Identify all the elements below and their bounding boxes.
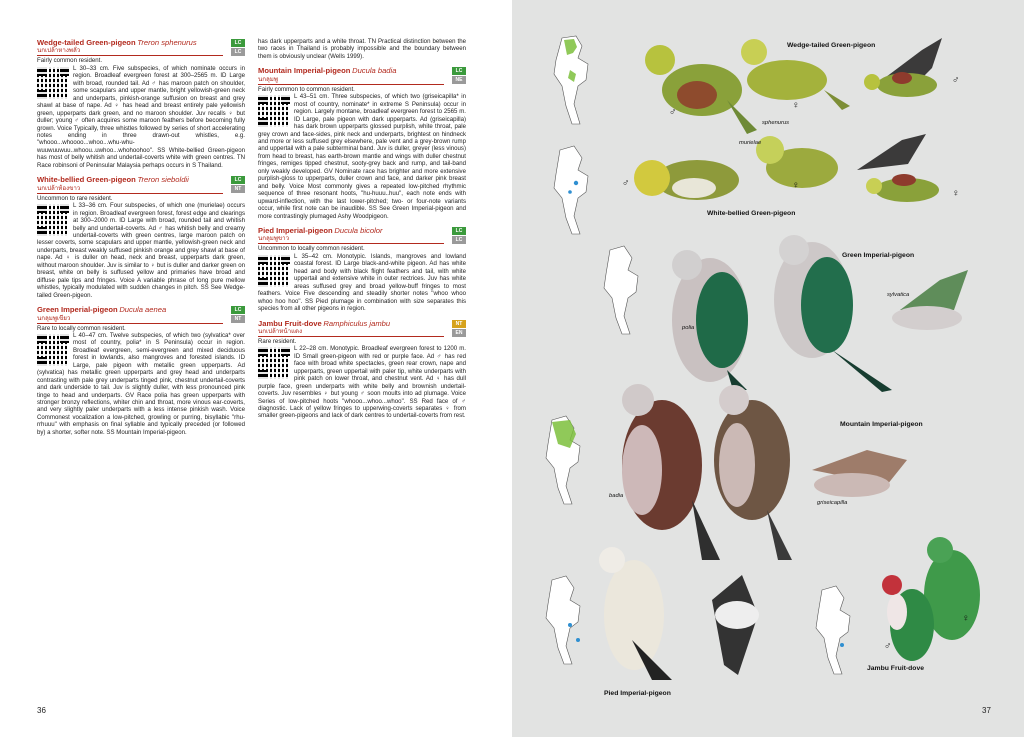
wedge-tailed-green-pigeon-illustration — [645, 38, 942, 134]
status-badge: LC — [231, 48, 245, 56]
status-badge: LC — [452, 67, 466, 75]
entry-text: L 35–42 cm. Monotypic. Islands, mangroves and lowland coastal forest. ID Large black-and-white pigeon. Ad has white head and body with black flight feathers and tail, with white uppertail and extensive white in outer rectrices. Juv has white areas suffused grey and broad yellow-buff fringes to most feathers. Voice Five descending and steadily shorter notes "whoo whoo whoo hoo hoo". SS Pied plumage in combination with size separates this species from all other pigeons in region. — [258, 252, 466, 313]
abundance-status: Fairly common to common resident. — [258, 85, 355, 93]
entry-heading — [258, 226, 444, 244]
male-symbol-icon: ♂ — [622, 178, 630, 189]
plate-label-wedge-tailed: Wedge-tailed Green-pigeon — [787, 42, 876, 49]
female-symbol-icon: ♀ — [952, 188, 960, 199]
right-page-plate — [512, 0, 1024, 737]
qr-code-icon[interactable] — [37, 204, 69, 236]
entry-text: has dark upperparts and a white throat. TN Practical distinction between the two races in Thailand is probably impossible and the boundary between them is obviously unclear (Wells 1999). — [258, 38, 466, 60]
continuation-text — [258, 38, 466, 60]
subspecies-label: sphenurus — [762, 120, 790, 126]
status-badge: NT — [231, 185, 245, 193]
entry-text: L 40–47 cm. Twelve subspecies, of which two (sylvatica* over most of country, polia* in S Peninsula) occur in region. Broadleaf evergreen, semi-evergreen and mixed deciduous forest in lowlands, also mangroves and forested islands. ID Large, pale pigeon with metallic green upperparts. Ad (sylvatica) has metallic green upperparts and grey head and underparts contrasting with pale grey underparts tinged pink, chestnut undertail-coverts and dark underside to tail. Juv is slightly duller, with less pronounced pink tinge to head and underparts. GV Race polia has green upperparts with stronger bronzy reflections, whiter chin and throat, more vinous ear-coverts, and very slightly paler underparts with a less intense pinkish wash. Voice Commonest vocalization a low-pitched, growling or purring, bisyllabic "rhu-rrhuuu" with emphasis on final syllable and typically preceded (or followed by) a shorter, softer note. SS Mountain Imperial-pigeon. — [37, 331, 245, 436]
entry-text: L 22–28 cm. Monotypic. Broadleaf evergreen forest to 1200 m. ID Small green-pigeon with red or purple face. Ad ♂ has red face with broad white spectacles, green rear crown, nape and upperparts, green uppertail with paler tip, white underparts with pink patch on lower throat, and chestnut vent. Ad ♀ has dull purple face, green underparts with white belly and brownish undertail-coverts. Juv resembles ♀ but young ♂ soon moults into ad plumage. Voice Series of low-pitched hoots "whooo...whoo...whoo". SS Red face of ♂ diagnostic. Lack of yellow fringes to upperwing-coverts separates ♀ from smaller green-pigeons and lack of dark centres to undertail-coverts from rest. — [258, 345, 466, 420]
jambu-fruit-dove-illustration — [882, 537, 980, 661]
status-badges — [452, 67, 466, 85]
subspecies-label: murielae — [739, 140, 762, 146]
scientific-name: Ducula bicolor — [334, 225, 383, 235]
entry-body — [37, 332, 245, 436]
page-number: 37 — [982, 706, 991, 715]
plate-label-pied-imperial: Pied Imperial-pigeon — [604, 690, 671, 697]
scientific-name: Treron sieboldii — [137, 175, 189, 185]
scientific-name: Ducula badia — [352, 66, 397, 76]
abundance-status: Rare resident. — [258, 337, 297, 345]
status-badge: LC — [452, 227, 466, 235]
entry-heading — [37, 305, 223, 323]
qr-code-icon[interactable] — [258, 255, 290, 287]
pied-imperial-pigeon-illustration — [599, 547, 759, 680]
qr-code-icon[interactable] — [258, 95, 290, 127]
qr-code-icon[interactable] — [258, 347, 290, 379]
status-badge: LC — [231, 176, 245, 184]
scientific-name: Ramphiculus jambu — [323, 318, 391, 328]
thai-name: นกเปล้าท้องขาว — [37, 184, 81, 192]
species-name: Wedge-tailed Green-pigeon — [37, 38, 136, 47]
female-symbol-icon: ♀ — [962, 613, 970, 624]
abundance-status: Fairly common resident. — [37, 57, 103, 65]
thai-name: นกเปล้าหน้าแดง — [258, 327, 303, 335]
subspecies-label: sylvatica — [887, 292, 910, 298]
right-column — [258, 38, 466, 426]
entry-body — [258, 345, 466, 420]
entry-heading — [258, 66, 444, 84]
entry-text: L 43–51 cm. Three subspecies, of which two (griseicapilla* in most of country, nominate* in extreme S Peninsula) occur in region. Largely montane, broadleaf evergreen forest to 2565 m. ID Large, pale pigeon with dark upperparts. Ad (griseicapilla) has dark brown upperparts glossed purplish, white throat, pale grey crown and face-sides, pink neck and underparts, brightest on hindneck and more or less suffused grey elsewhere, pale vent and a grey-brown rump and uppertail with a pale subterminal band. Juv is duller, greyer (less vinous) from head to breast, has earth-brown mantle and wings with duller chestnut fringes, remiges tipped chestnut, sooty-grey back and rump, and tail-band only weakly developed. GV Nominate race has brighter and more extensive purplish-gloss to upperparts, duller crown and face, and darker pink breast and belly. Voice Most commonly gives a repeated low-pitched rhythmic sequence of three resonant hoots, "hu-huuu..huu", each note ends with upward-inflection, with the last lower-pitched; two- or four-note variants occur, while first note can be inaudible. SS See Green Imperial-pigeon and more contrastingly plumaged Ashy Woodpigeon. — [258, 93, 466, 220]
qr-code-icon[interactable] — [37, 334, 69, 366]
status-badge: NT — [231, 315, 245, 323]
status-badge: LC — [231, 39, 245, 47]
entry-heading — [37, 175, 223, 193]
status-badge: LC — [231, 306, 245, 314]
thai-name: นกลุมพูขาว — [258, 235, 290, 243]
male-symbol-icon: ♂ — [952, 75, 960, 86]
species-name: Pied Imperial-pigeon — [258, 225, 333, 235]
entry-body — [37, 65, 245, 169]
species-name: Jambu Fruit-dove — [258, 318, 322, 328]
status-badge: EN — [452, 329, 466, 337]
subspecies-label: badia — [609, 493, 624, 499]
green-imperial-pigeon-illustration — [672, 235, 968, 392]
scientific-name: Ducula aenea — [119, 305, 167, 315]
illustration-plate — [512, 0, 1024, 737]
abundance-status: Uncommon to locally common resident. — [258, 245, 365, 253]
species-entry-pied-imperial — [258, 226, 466, 313]
species-entry-jambu — [258, 319, 466, 420]
species-name: Green Imperial-pigeon — [37, 305, 118, 315]
status-badge: NT — [452, 320, 466, 328]
thai-name: นกเปล้าหางพลั่ว — [37, 47, 81, 55]
plate-label-green-imperial: Green Imperial-pigeon — [842, 252, 915, 259]
subspecies-label: polia — [682, 325, 695, 331]
mountain-imperial-pigeon-illustration — [622, 384, 907, 560]
abundance-status: Uncommon to rare resident. — [37, 194, 113, 202]
male-symbol-icon: ♂ — [884, 641, 892, 652]
entry-heading — [37, 38, 223, 56]
status-badge: LC — [452, 236, 466, 244]
entry-text: L 33–36 cm. Four subspecies, of which one (murielae) occurs in region. Broadleaf evergreen forest, forest edge and clearings at 300–2000 m. ID Large with broad, rounded tail and whitish belly and undertail-coverts. Ad ♂ has whitish belly and creamy undertail-coverts with green centres, large maroon patch on lesser coverts, some scapulars and upper mantle, yellowish-green neck and underparts, breast weakly suffused pinkish orange and grey shawl at base of nape. Ad ♀ is duller on head, neck and breast, upperparts dark green, without maroon shoulder. Juv is similar to ♀ but is duller and darker green on breast, white on belly is suffused yellow and primaries have broad and diffuse pale tips and fringes. Voice A variable phrase of long pure mellow whistles, typically modulated with sudden changes in pitch. SS See Wedge-tailed Green-pigeon. — [37, 202, 245, 299]
left-column — [37, 38, 245, 442]
species-entry-white-bellied — [37, 175, 245, 299]
status-badges — [452, 227, 466, 245]
entry-body — [258, 253, 466, 313]
female-symbol-icon: ♀ — [792, 180, 800, 191]
status-badges — [231, 39, 245, 57]
female-symbol-icon: ♀ — [792, 100, 800, 111]
thai-name: นกลุมพูเขียว — [37, 314, 71, 322]
entry-body — [258, 93, 466, 220]
page-number: 36 — [37, 706, 46, 715]
species-entry-mountain-imperial — [258, 66, 466, 220]
abundance-status: Rare to locally common resident. — [37, 324, 126, 332]
subspecies-label: griseicapilla — [817, 500, 848, 506]
thai-name: นกลุมพู — [258, 75, 278, 83]
species-name: Mountain Imperial-pigeon — [258, 66, 351, 76]
qr-code-icon[interactable] — [37, 67, 69, 99]
species-name: White-bellied Green-pigeon — [37, 175, 136, 185]
plate-label-white-bellied: White-bellied Green-pigeon — [707, 210, 796, 217]
entry-heading — [258, 319, 444, 337]
status-badges — [231, 176, 245, 194]
species-entry-green-imperial — [37, 305, 245, 436]
entry-body — [37, 202, 245, 299]
species-entry-wedge-tailed — [37, 38, 245, 169]
status-badges — [231, 306, 245, 324]
status-badges — [452, 320, 466, 338]
entry-text: L 30–33 cm. Five subspecies, of which nominate occurs in region. Broadleaf evergreen forest at 300–2565 m. ID Large with broad, rounded tail. Ad ♂ has maroon patch on shoulder, some scapulars and upper mantle, bright yellowish-green neck and underparts, pinkish-orange suffusion on breast and grey shawl at base of nape. Ad ♀ has head and breast entirely pale yellowish green, upperparts dark green, and no maroon shoulder. Juv recalls ♀ but duller; young ♂ often acquires some maroon feathers before becoming fully grown. Voice Typically, three whistles followed by series of short accelerating notes ending in three drawn-out whistles, e.g. "whooo...whoooo...whoo...whu-whu-wuuwuuwuu..whoou..uwhoo...whohoohoo". SS White-bellied Green-pigeon has most of belly whitish and undertail-coverts white with green centres. TN Race robinsoni of Peninsular Malaysia perhaps occurs in S Thailand. — [37, 64, 245, 169]
scientific-name: Treron sphenurus — [137, 38, 197, 47]
white-bellied-green-pigeon-illustration — [634, 134, 939, 202]
status-badge: NE — [452, 76, 466, 84]
male-symbol-icon: ♂ — [669, 107, 677, 118]
plate-label-mountain-imperial: Mountain Imperial-pigeon — [840, 421, 923, 428]
plate-label-jambu: Jambu Fruit-dove — [867, 665, 925, 672]
